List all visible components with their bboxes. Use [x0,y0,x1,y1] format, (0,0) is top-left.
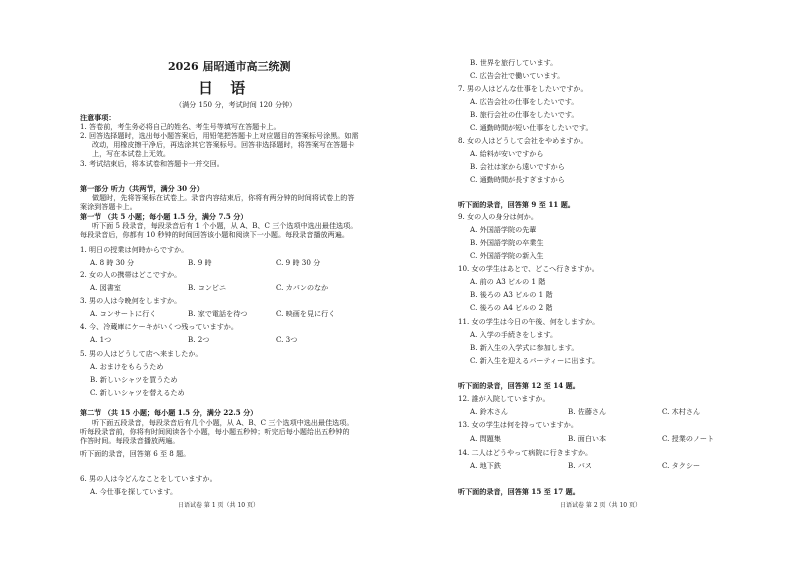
q4-option-a: A. 1つ [90,335,112,344]
q8-option-a: A. 給料が安いですから [470,149,544,158]
q6-option-b: B. 世界を旅行しています。 [470,58,558,67]
section1-desc-line: 听下面 5 段录音，每段录音后有 1 个小题，从 A、B、C 三个选项中选出最佳选项。 [92,221,358,230]
q11-option-c: C. 新入生を迎えるパーティーに出ます。 [470,356,600,365]
section2-heading: 第二节 （共 15 小题；每小题 1.5 分，满分 22.5 分） [80,408,258,417]
note-line: 1. 答卷前，考生务必将自己的姓名、考生号等填写在答题卡上。 [80,122,281,131]
q14-option-c: C. タクシー [662,461,701,470]
q6-option-a: A. 今仕事を探しています。 [90,487,178,496]
q6-option-c: C. 広告会社で働いています。 [470,71,565,80]
q5-option-c: C. 新しいシャツを替えるため [90,388,185,397]
note-line: 2. 回答选择题时，选出每小题答案后，用铅笔把答题卡上对应题目的答案标号涂黑。如需 [80,131,359,140]
subject-title: 日 语 [198,79,252,97]
q13-option-b: B. 面白い本 [568,434,607,443]
note-line: 3. 考试结束后，将本试卷和答题卡一并交回。 [80,159,224,168]
page-footer: 日语试卷 第 2 页（共 10 页） [560,502,641,509]
question-4: 4. 今、冷蔵庫にケーキがいくつ残っていますか。 [80,322,238,331]
section2-desc-line: 听每段录音前，你将有时间阅读各个小题，每小题五秒钟；听完后每小题给出五秒钟的 [80,427,350,436]
q12-option-b: B. 佐藤さん [568,407,607,416]
exam-title: 2026 届昭通市高三统测 [168,60,291,73]
question-8: 8. 女の人はどうして会社をやめますか。 [458,136,588,145]
q14-option-a: A. 地下鉄 [470,461,501,470]
q10-option-a: A. 前の A3 ビルの 1 階 [470,277,546,286]
q13-option-a: A. 問題集 [470,434,501,443]
q8-option-c: C. 通勤時間が長すぎますから [470,175,565,184]
exam-page-2 [430,0,800,566]
question-9: 9. 女の人の身分は何か。 [458,212,538,221]
part1-desc-line: 做题时，先将答案标在试卷上。录音内容结束后，你将有两分钟的时间将试卷上的答 [92,193,355,202]
q2-option-a: A. 図書室 [90,283,121,292]
section2-desc-line: 听下面五段录音，每段录音后有几个小题，从 A、B、C 三个选项中选出最佳选项。 [92,418,354,427]
q1-option-a: A. 8 時 30 分 [90,258,135,267]
q3-option-c: C. 映画を見に行く [276,309,336,318]
listen-instruction: 听下面的录音，回答第 12 至 14 题。 [458,381,580,390]
question-1: 1. 明日の授業は何時からですか。 [80,245,189,254]
page-footer: 日语试卷 第 1 页（共 10 页） [178,502,259,509]
question-10: 10. 女の学生はあとで、どこへ行きますか。 [458,264,599,273]
listen-instruction: 听下面的录音，回答第 6 至 8 题。 [80,449,191,458]
part1-heading: 第一部分 听力（共两节，满分 30 分） [80,184,204,193]
q9-option-c: C. 外国語学院の新入生 [470,251,544,260]
q9-option-a: A. 外国語学院の先輩 [470,225,537,234]
notes-heading: 注意事项： [80,113,116,122]
q5-option-a: A. おまけをもらうため [90,362,164,371]
note-line: 上，写在本试卷上无效。 [92,149,171,158]
q11-option-a: A. 入学の手続きをします。 [470,330,558,339]
q8-option-b: B. 会社は家から遠いですから [470,162,565,171]
question-3: 3. 男の人は今晩何をしますか。 [80,296,182,305]
q14-option-b: B. バス [568,461,592,470]
q5-option-b: B. 新しいシャツを買うため [90,375,178,384]
q4-option-b: B. 2つ [188,335,210,344]
question-6: 6. 男の人は今どんなことをしていますか。 [80,474,217,483]
q9-option-b: B. 外国語学院の卒業生 [470,238,544,247]
question-2: 2. 女の人の携帯はどこですか。 [80,270,182,279]
note-line: 改动，用橡皮擦干净后，再选涂其它答案标号。回答非选择题时，将答案写在答题卡 [92,140,355,149]
q11-option-b: B. 新入生の入学式に参加します。 [470,343,579,352]
question-7: 7. 男の人はどんな仕事をしたいですか。 [458,84,588,93]
q7-option-b: B. 旅行会社の仕事をしたいです。 [470,110,579,119]
question-13: 13. 女の学生は何を持っていますか。 [458,420,578,429]
q7-option-a: A. 広告会社の仕事をしたいです。 [470,97,579,106]
section1-desc-line: 每段录音后，你都有 10 秒钟的时间回答该小题和阅读下一小题。每段录音播放两遍。 [80,230,349,239]
q12-option-c: C. 木村さん [662,407,701,416]
q3-option-a: A. コンサートに行く [90,309,157,318]
question-11: 11. 女の学生は今日の午後、何をしますか。 [458,317,600,326]
q7-option-c: C. 通勤時間が短い仕事をしたいです。 [470,123,593,132]
q1-option-c: C. 9 時 30 分 [276,258,321,267]
score-info: （满分 150 分，考试时间 120 分钟） [175,100,297,109]
q2-option-b: B. コンビニ [188,283,227,292]
q13-option-c: C. 授業のノート [662,434,715,443]
section2-desc-line: 作答时间。每段录音播放两遍。 [80,436,180,445]
part1-desc-line: 案涂到答题卡上。 [80,202,137,211]
q1-option-b: B. 9 時 [188,258,212,267]
q3-option-b: B. 家で電話を待つ [188,309,248,318]
q2-option-c: C. カバンのなか [276,283,329,292]
q4-option-c: C. 3つ [276,335,298,344]
section1-heading: 第一节 （共 5 小题；每小题 1.5 分，满分 7.5 分） [80,212,248,221]
question-12: 12. 誰が入院していますか。 [458,394,550,403]
q12-option-a: A. 鈴木さん [470,407,509,416]
q10-option-c: C. 後ろの A4 ビルの 2 階 [470,303,553,312]
q10-option-b: B. 後ろの A3 ビルの 1 階 [470,290,553,299]
listen-instruction: 听下面的录音，回答第 9 至 11 题。 [458,200,575,209]
question-5: 5. 男の人はどうして店へ来ましたか。 [80,349,203,358]
listen-instruction: 听下面的录音，回答第 15 至 17 题。 [458,487,580,496]
question-14: 14. 二人はどうやって病院に行きますか。 [458,448,593,457]
